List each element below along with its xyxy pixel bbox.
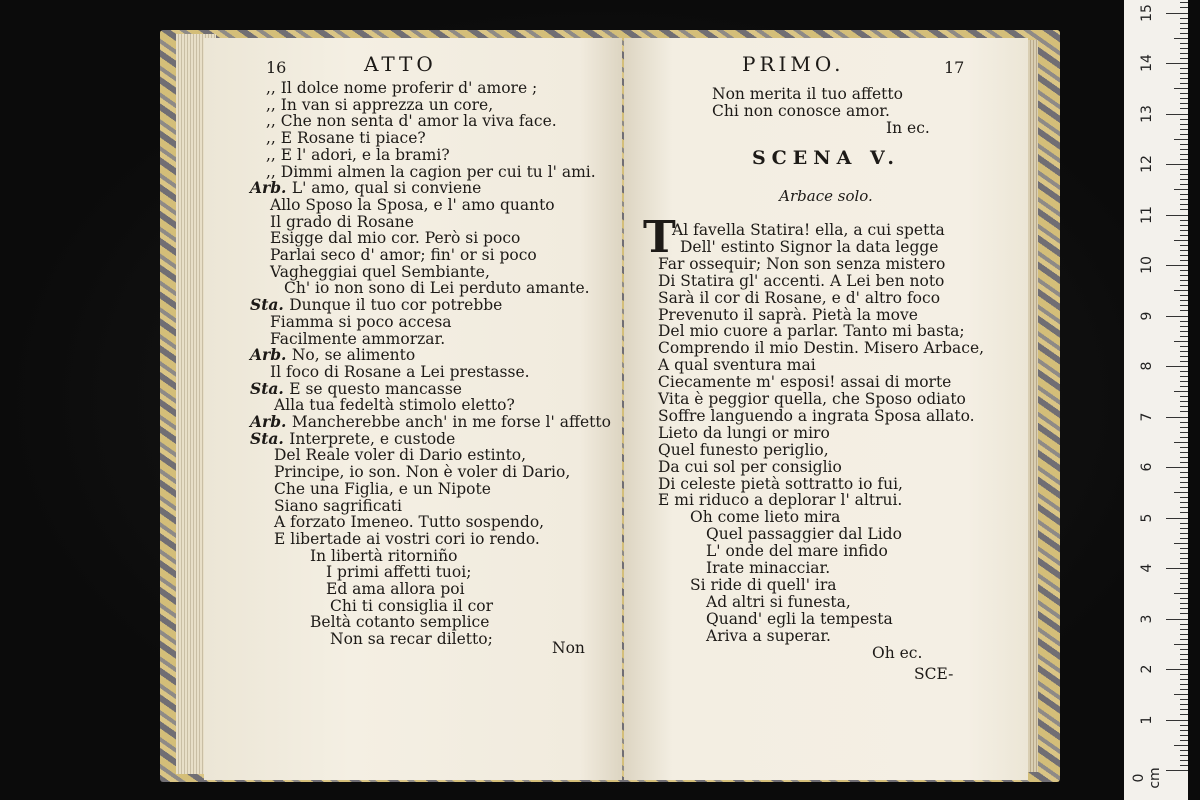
ruler-tick xyxy=(1180,472,1188,473)
line-text: Dunque il tuo cor potrebbe xyxy=(289,296,503,315)
ruler-tick xyxy=(1180,331,1188,332)
ruler-tick xyxy=(1180,108,1188,109)
ruler-tick xyxy=(1180,578,1188,579)
ruler-tick xyxy=(1180,765,1188,766)
verse-line xyxy=(270,264,490,281)
ruler-tick xyxy=(1180,689,1188,690)
ruler-label: 6 xyxy=(1139,462,1155,472)
ruler-tick xyxy=(1180,260,1188,261)
left-page xyxy=(204,38,622,780)
ruler-tick xyxy=(1180,457,1188,458)
ruler-tick xyxy=(1180,356,1188,357)
line-text: Che una Figlia, e un Nipote xyxy=(274,479,491,498)
verse-line: Far ossequir; Non son senza mistero xyxy=(658,254,946,273)
page-edges-right xyxy=(1028,40,1038,772)
ruler-tick xyxy=(1180,83,1188,84)
ruler-label: 12 xyxy=(1139,155,1155,173)
verse-line xyxy=(270,314,452,331)
ruler-tick xyxy=(1174,745,1188,746)
ruler-tick xyxy=(1174,492,1188,493)
ruler-tick xyxy=(1180,760,1188,761)
ruler-tick xyxy=(1180,225,1188,226)
verse-line xyxy=(250,428,456,448)
verse-line: Di celeste pietà sottratto io fui, xyxy=(658,474,903,493)
line-text: No, se alimento xyxy=(291,346,416,365)
verse-line: Si ride di quell' ira xyxy=(690,575,837,594)
verse-line xyxy=(266,164,596,181)
verse-line: Del mio cuore a parlar. Tanto mi basta; xyxy=(658,322,965,341)
ruler-tick xyxy=(1180,452,1188,453)
verse-line: Sarà il cor di Rosane, e d' altro foco xyxy=(658,288,941,307)
ruler-label: 15 xyxy=(1139,3,1155,22)
ruler-tick xyxy=(1174,391,1188,392)
page-number: 17 xyxy=(944,58,965,77)
ruler-tick xyxy=(1180,735,1188,736)
line-text: Il grado di Rosane xyxy=(270,212,414,231)
ruler-tick xyxy=(1166,619,1188,620)
verse-line xyxy=(266,97,493,114)
ruler-tick xyxy=(1174,644,1188,645)
ruler-label: 11 xyxy=(1139,205,1155,224)
catchword: SCE- xyxy=(914,665,954,683)
catchword: Non xyxy=(552,639,585,657)
ruler-tick xyxy=(1180,230,1188,231)
ruler-tick xyxy=(1174,694,1188,695)
ruler-tick xyxy=(1180,401,1188,402)
ruler-tick xyxy=(1180,750,1188,751)
line-text: Facilmente ammorzar. xyxy=(270,329,446,348)
line-text: Mancherebbe anch' in me forse l' affetto xyxy=(291,413,611,431)
verse-line: Prevenuto il saprà. Pietà la move xyxy=(658,305,918,324)
ruler-tick xyxy=(1180,220,1188,221)
ruler-tick xyxy=(1180,528,1188,529)
ruler-label: 1 xyxy=(1139,715,1155,724)
ruler-tick xyxy=(1180,422,1188,423)
ruler-tick xyxy=(1174,290,1188,291)
ruler-tick xyxy=(1180,280,1188,281)
ruler-tick xyxy=(1180,305,1188,306)
verse-line xyxy=(250,414,611,431)
ruler-tick xyxy=(1180,361,1188,362)
verse-line xyxy=(274,514,544,531)
ruler-tick xyxy=(1180,134,1188,135)
ruler-tick xyxy=(1180,714,1188,715)
ruler-tick xyxy=(1180,411,1188,412)
speaker-label: Arb. xyxy=(250,345,292,365)
ruler-tick xyxy=(1180,704,1188,705)
verse-line xyxy=(250,378,462,398)
ruler-tick xyxy=(1180,654,1188,655)
verse-line xyxy=(330,631,493,648)
ruler-tick xyxy=(1180,553,1188,554)
ruler-tick xyxy=(1180,523,1188,524)
ruler-tick xyxy=(1180,507,1188,508)
ruler-tick xyxy=(1180,730,1188,731)
verse-line: Al favella Statira! ella, a cui spetta xyxy=(672,221,945,239)
verse-line: A qual sventura mai xyxy=(658,356,816,375)
ruler-tick xyxy=(1180,209,1188,210)
verse-line xyxy=(274,447,526,464)
speaker-label: Arb. xyxy=(250,178,292,198)
ruler-tick xyxy=(1180,204,1188,205)
ruler-tick xyxy=(1166,164,1188,165)
ruler-tick xyxy=(1180,275,1188,276)
ruler-tick xyxy=(1180,679,1188,680)
ruler-tick xyxy=(1180,376,1188,377)
ruler-tick xyxy=(1180,629,1188,630)
ruler-tick xyxy=(1180,300,1188,301)
ruler-tick xyxy=(1180,583,1188,584)
ruler-tick xyxy=(1180,310,1188,311)
page-number: 16 xyxy=(266,58,287,77)
ruler-tick xyxy=(1180,386,1188,387)
verse-line: Ciecamente m' esposi! assai di morte xyxy=(658,373,952,392)
ruler-tick xyxy=(1180,250,1188,251)
verse-line: Lieto da lungi or miro xyxy=(658,423,830,442)
verse-line: Oh ec. xyxy=(872,643,923,662)
verse-line xyxy=(266,113,557,130)
verse-line: Ad altri si funesta, xyxy=(706,592,851,611)
ruler-tick xyxy=(1180,23,1188,24)
line-text: ,, Il dolce nome proferir d' amore ; xyxy=(266,79,538,97)
ruler-tick xyxy=(1180,255,1188,256)
ruler-tick xyxy=(1174,240,1188,241)
verse-line xyxy=(250,347,415,364)
ruler-label: 9 xyxy=(1139,311,1155,320)
ruler-tick xyxy=(1180,725,1188,726)
ruler-tick xyxy=(1180,295,1188,296)
line-text: ,, E Rosane ti piace? xyxy=(266,129,426,148)
ruler-tick xyxy=(1166,770,1188,771)
ruler-tick xyxy=(1180,144,1188,145)
ruler-tick xyxy=(1166,417,1188,418)
ruler-tick xyxy=(1180,538,1188,539)
verse-line: Irate minacciar. xyxy=(706,559,831,577)
ruler-label: 10 xyxy=(1139,256,1155,274)
verse-line xyxy=(270,197,555,214)
verse-line: Quel passaggier dal Lido xyxy=(706,525,902,544)
verse-line xyxy=(274,481,491,498)
verse-line: Dell' estinto Signor la data legge xyxy=(680,237,939,256)
ruler-tick xyxy=(1180,512,1188,513)
verse-line: Comprendo il mio Destin. Misero Arbace, xyxy=(658,339,985,358)
verse-line: Soffre languendo a ingrata Sposa allato. xyxy=(658,406,975,425)
ruler-tick xyxy=(1180,477,1188,478)
verse-line xyxy=(270,247,537,264)
ruler-tick xyxy=(1180,194,1188,195)
ruler-tick xyxy=(1180,98,1188,99)
ruler-tick xyxy=(1180,740,1188,741)
ruler-tick xyxy=(1180,129,1188,130)
line-text: Non sa recar diletto; xyxy=(330,630,493,649)
ruler-tick xyxy=(1174,38,1188,39)
ruler-tick xyxy=(1180,28,1188,29)
ruler-tick xyxy=(1180,563,1188,564)
ruler-tick xyxy=(1180,58,1188,59)
ruler-unit-label: 0 cm xyxy=(1131,767,1163,789)
ruler-tick xyxy=(1180,245,1188,246)
measuring-ruler xyxy=(1124,0,1188,800)
ruler-tick xyxy=(1180,487,1188,488)
running-head: ATTO xyxy=(364,52,437,76)
ruler-tick xyxy=(1180,406,1188,407)
verse-line: Non merita il tuo affetto xyxy=(712,85,903,103)
line-text: Parlai seco d' amor; fin' or si poco xyxy=(270,246,537,264)
ruler-tick xyxy=(1180,119,1188,120)
ruler-tick xyxy=(1180,321,1188,322)
scene-title: SCENA V. xyxy=(751,147,901,169)
verse-line xyxy=(330,598,493,615)
ruler-label: 3 xyxy=(1139,614,1155,623)
verse-line xyxy=(270,230,520,247)
ruler-tick xyxy=(1166,265,1188,266)
ruler-tick xyxy=(1180,613,1188,614)
ruler-tick xyxy=(1180,603,1188,604)
verse-line: L' onde del mare infido xyxy=(706,542,888,561)
line-text: ,, In van si apprezza un core, xyxy=(266,95,494,114)
ruler-tick xyxy=(1180,43,1188,44)
ruler-tick xyxy=(1180,326,1188,327)
ruler-tick xyxy=(1180,48,1188,49)
line-text: In libertà ritorniño xyxy=(310,546,458,565)
ruler-tick xyxy=(1166,316,1188,317)
line-text: Allo Sposo la Sposa, e l' amo quanto xyxy=(270,195,555,214)
line-text: I primi affetti tuoi; xyxy=(326,563,472,582)
ruler-tick xyxy=(1180,447,1188,448)
ruler-tick xyxy=(1180,149,1188,150)
ruler-tick xyxy=(1180,371,1188,372)
ruler-label: 13 xyxy=(1139,104,1155,123)
ruler-tick xyxy=(1174,341,1188,342)
ruler-tick xyxy=(1180,573,1188,574)
ruler-tick xyxy=(1180,634,1188,635)
verse-line: Vita è peggior quella, che Sposo odiato xyxy=(658,390,966,408)
ruler-tick xyxy=(1174,139,1188,140)
verse-line xyxy=(274,498,402,515)
line-text: L' amo, qual si conviene xyxy=(291,179,482,198)
line-text: Interprete, e custode xyxy=(289,429,456,448)
ruler-tick xyxy=(1180,18,1188,19)
ruler-tick xyxy=(1180,588,1188,589)
ruler-tick xyxy=(1180,608,1188,609)
ruler-tick xyxy=(1180,179,1188,180)
ruler-tick xyxy=(1180,699,1188,700)
ruler-tick xyxy=(1180,346,1188,347)
ruler-tick xyxy=(1166,467,1188,468)
ruler-tick xyxy=(1180,7,1188,8)
ruler-tick xyxy=(1180,53,1188,54)
ruler-tick xyxy=(1180,639,1188,640)
ruler-tick xyxy=(1180,68,1188,69)
ruler-tick xyxy=(1180,351,1188,352)
ruler-tick xyxy=(1166,114,1188,115)
ruler-tick xyxy=(1180,755,1188,756)
line-text: Ed ama allora poi xyxy=(326,580,465,598)
verse-line xyxy=(270,364,530,381)
line-text: ,, Dimmi almen la cagion per cui tu l' ami. xyxy=(266,162,596,181)
line-text: Vagheggiai quel Sembiante, xyxy=(270,262,490,281)
verse-line: Chi non conosce amor. xyxy=(712,102,890,120)
verse-line xyxy=(266,80,537,97)
ruler-tick xyxy=(1174,189,1188,190)
right-page xyxy=(624,38,1028,780)
verse-line xyxy=(270,331,445,348)
line-text: ,, E l' adori, e la brami? xyxy=(266,145,450,164)
ruler-tick xyxy=(1180,235,1188,236)
verse-line: E mi riduco a deplorar l' altrui. xyxy=(658,491,903,510)
scene-character: Arbace solo. xyxy=(779,187,873,205)
ruler-label: 5 xyxy=(1139,513,1155,522)
ruler-tick xyxy=(1166,518,1188,519)
verse-line xyxy=(250,297,502,314)
ruler-tick xyxy=(1180,558,1188,559)
verse-line xyxy=(310,548,457,565)
ruler-tick xyxy=(1180,432,1188,433)
verse-line xyxy=(326,564,471,581)
ruler-tick xyxy=(1180,199,1188,200)
verse-line xyxy=(284,280,590,297)
verse-line xyxy=(274,397,515,414)
verse-line: Di Statira gl' accenti. A Lei ben noto xyxy=(658,271,945,290)
ruler-tick xyxy=(1180,684,1188,685)
ruler-label: 14 xyxy=(1139,54,1155,72)
ruler-tick xyxy=(1180,674,1188,675)
verse-line: Quel funesto periglio, xyxy=(658,440,829,459)
ruler-tick xyxy=(1174,442,1188,443)
line-text: E libertade ai vostri cori io rendo. xyxy=(274,529,540,548)
verse-line xyxy=(266,130,426,147)
ruler-tick xyxy=(1166,63,1188,64)
ruler-tick xyxy=(1166,366,1188,367)
ruler-tick xyxy=(1180,73,1188,74)
ruler-tick xyxy=(1180,427,1188,428)
ruler-tick xyxy=(1180,174,1188,175)
verse-line: Da cui sol per consiglio xyxy=(658,457,842,476)
ruler-tick xyxy=(1180,624,1188,625)
line-text: Il foco di Rosane a Lei prestasse. xyxy=(270,362,530,381)
ruler-tick xyxy=(1180,2,1188,3)
ruler-tick xyxy=(1180,78,1188,79)
ruler-tick xyxy=(1180,649,1188,650)
ruler-tick xyxy=(1180,437,1188,438)
ruler-tick xyxy=(1180,533,1188,534)
ruler-tick xyxy=(1180,709,1188,710)
ruler-tick xyxy=(1180,664,1188,665)
speaker-label: Sta. xyxy=(250,295,290,315)
ruler-tick xyxy=(1166,568,1188,569)
ruler-tick xyxy=(1166,720,1188,721)
speaker-label: Sta. xyxy=(250,378,290,398)
line-text: E se questo mancasse xyxy=(289,379,462,398)
line-text: Principe, io son. Non è voler di Dario, xyxy=(274,463,571,482)
ruler-tick xyxy=(1180,103,1188,104)
verse-line xyxy=(270,214,414,231)
ruler-label: 4 xyxy=(1139,563,1155,573)
ruler-tick xyxy=(1180,124,1188,125)
ruler-tick xyxy=(1180,33,1188,34)
running-head: PRIMO. xyxy=(742,52,845,76)
ruler-tick xyxy=(1180,482,1188,483)
verse-line xyxy=(274,531,540,548)
line-text: Esigge dal mio cor. Però si poco xyxy=(270,229,521,248)
ruler-tick xyxy=(1180,270,1188,271)
verse-line: Ariva a superar. xyxy=(706,626,831,645)
ruler-tick xyxy=(1180,169,1188,170)
ruler-tick xyxy=(1180,462,1188,463)
ruler-label: 2 xyxy=(1139,664,1155,674)
verse-line: Oh come lieto mira xyxy=(690,508,841,527)
ruler-tick xyxy=(1174,88,1188,89)
line-text: Beltà cotanto semplice xyxy=(310,613,490,632)
verse-line: Quand' egli la tempesta xyxy=(706,609,893,628)
speaker-label: Arb. xyxy=(250,412,292,431)
line-text: Del Reale voler di Dario estinto, xyxy=(274,446,527,465)
verse-line xyxy=(274,464,570,481)
ruler-tick xyxy=(1180,159,1188,160)
line-text: Fiamma si poco accesa xyxy=(270,312,452,331)
line-text: ,, Che non senta d' amor la viva face. xyxy=(266,112,557,131)
drop-cap: T xyxy=(643,212,676,263)
verse-line xyxy=(266,147,450,164)
line-text: Ch' io non sono di Lei perduto amante. xyxy=(284,279,590,298)
ruler-label: 7 xyxy=(1139,412,1155,421)
ruler-tick xyxy=(1180,93,1188,94)
ruler-label: 8 xyxy=(1139,361,1155,371)
line-text: A forzato Imeneo. Tutto sospendo, xyxy=(274,513,545,532)
ruler-tick xyxy=(1180,659,1188,660)
ruler-tick xyxy=(1166,669,1188,670)
ruler-tick xyxy=(1166,215,1188,216)
ruler-tick xyxy=(1180,285,1188,286)
ruler-tick xyxy=(1180,502,1188,503)
ruler-tick xyxy=(1180,154,1188,155)
ruler-tick xyxy=(1180,497,1188,498)
verse-line xyxy=(326,581,465,598)
verse-line xyxy=(310,614,489,631)
line-text: Siano sagrificati xyxy=(274,496,402,515)
ruler-tick xyxy=(1180,548,1188,549)
verse-line xyxy=(250,180,481,197)
verse-line: In ec. xyxy=(886,119,930,137)
ruler-tick xyxy=(1174,543,1188,544)
ruler-tick xyxy=(1174,593,1188,594)
ruler-tick xyxy=(1180,184,1188,185)
ruler-tick xyxy=(1180,381,1188,382)
ruler-tick xyxy=(1180,336,1188,337)
line-text: Alla tua fedeltà stimolo eletto? xyxy=(274,396,515,415)
line-text: Chi ti consiglia il cor xyxy=(330,596,494,615)
ruler-tick xyxy=(1180,396,1188,397)
speaker-label: Sta. xyxy=(250,428,290,448)
ruler-tick xyxy=(1166,13,1188,14)
ruler-tick xyxy=(1180,598,1188,599)
